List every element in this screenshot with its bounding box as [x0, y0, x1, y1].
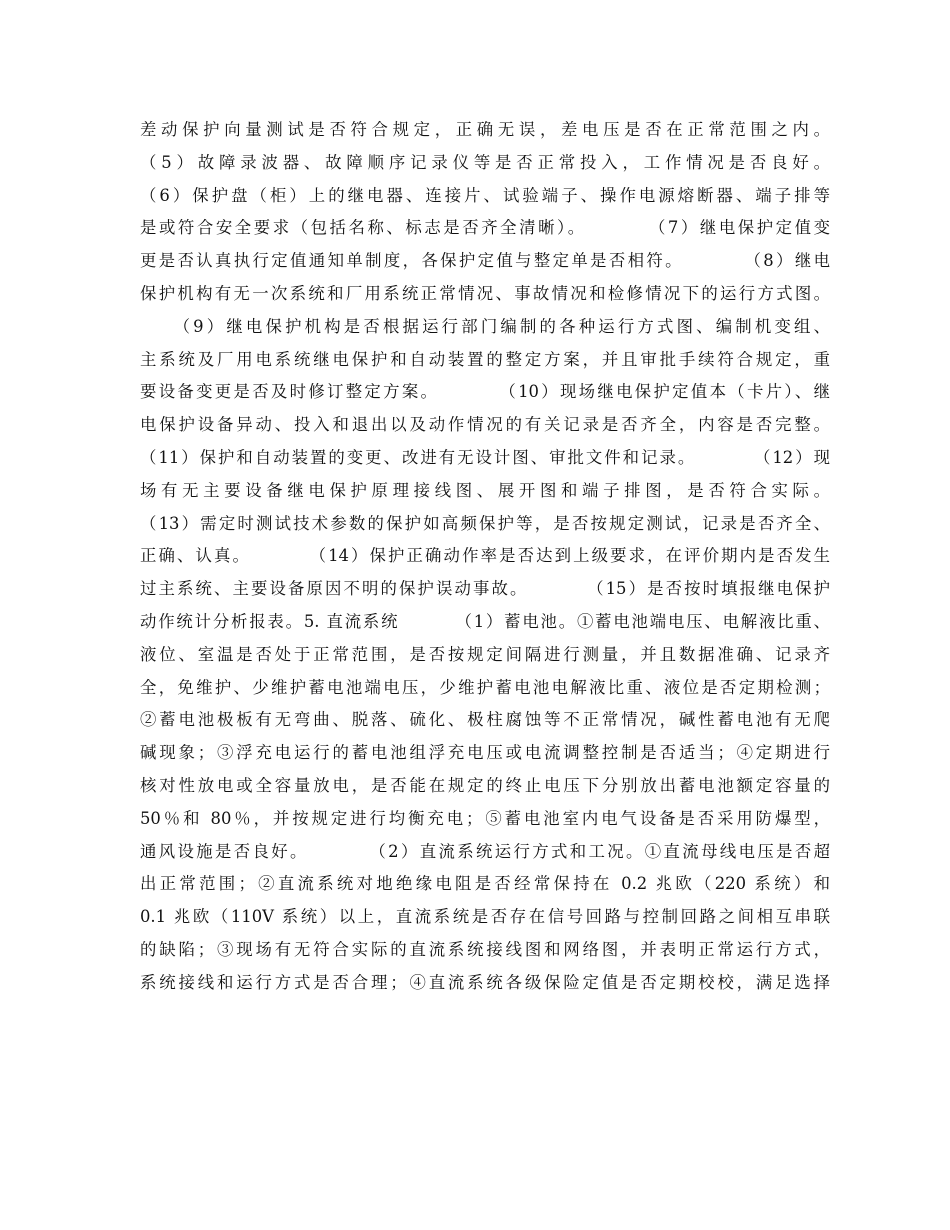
text-line: 差动保护向量测试是否符合规定，正确无误，差电压是否在正常范围之内。 — [140, 120, 830, 139]
text-line: ②蓄电池极板有无弯曲、脱落、硫化、极柱腐蚀等不正常情况，碱性蓄电池有无爬 — [140, 710, 830, 730]
text-line: 的缺陷；③现场有无符合实际的直流系统接线图和网络图，并表明正常运行方式， — [140, 939, 830, 959]
text-line: 50％和 80％，并按规定进行均衡充电；⑤蓄电池室内电气设备是否采用防爆型， — [140, 808, 830, 828]
text-line: 液位、室温是否处于正常范围，是否按规定间隔进行测量，并且数据准确、记录齐 — [140, 644, 830, 664]
text-line: （13）需定时测试技术参数的保护如高频保护等，是否按规定测试，记录是否齐全、 — [140, 513, 830, 533]
text-line: 动作统计分析报表。5. 直流系统 （1）蓄电池。①蓄电池端电压、电解液比重、 — [140, 611, 830, 631]
text-line: 全，免维护、少维护蓄电池端电压，少维护蓄电池电解液比重、液位是否定期检测； — [140, 677, 830, 697]
text-line: 过主系统、主要设备原因不明的保护误动事故。 （15）是否按时填报继电保护 — [140, 579, 830, 599]
text-line: （6）保护盘（柜）上的继电器、连接片、试验端子、操作电源熔断器、端子排等 — [140, 185, 830, 205]
text-line: 系统接线和运行方式是否合理；④直流系统各级保险定值是否定期校校，满足选择 — [140, 972, 830, 992]
text-line: （9）继电保护机构是否根据运行部门编制的各种运行方式图、编制机变组、 — [140, 316, 830, 336]
text-line: 正确、认真。 （14）保护正确动作率是否达到上级要求，在评价期内是否发生 — [140, 546, 830, 566]
text-line: 电保护设备异动、投入和退出以及动作情况的有关记录是否齐全，内容是否完整。 — [140, 415, 830, 435]
body-text — [140, 114, 830, 1000]
text-line: 出正常范围；②直流系统对地绝缘电阻是否经常保持在 0.2 兆欧（220 系统）和 — [140, 874, 830, 894]
text-line: 要设备变更是否及时修订整定方案。 （10）现场继电保护定值本（卡片）、继 — [140, 382, 830, 402]
text-line: （11）保护和自动装置的变更、改进有无设计图、审批文件和记录。 （12）现 — [140, 447, 830, 467]
text-line: 更是否认真执行定值通知单制度，各保护定值与整定单是否相符。 （8）继电 — [140, 251, 830, 271]
text-line: 核对性放电或全容量放电，是否能在规定的终止电压下分别放出蓄电池额定容量的 — [140, 775, 830, 795]
text-line: 场有无主要设备继电保护原理接线图、展开图和端子排图，是否符合实际。 — [140, 480, 830, 500]
text-line: 是或符合安全要求（包括名称、标志是否齐全清晰）。 （7）继电保护定值变 — [140, 218, 830, 238]
text-line: 碱现象；③浮充电运行的蓄电池组浮充电压或电流调整控制是否适当；④定期进行 — [140, 743, 830, 763]
text-line: （5）故障录波器、故障顺序记录仪等是否正常投入，工作情况是否良好。 — [140, 152, 830, 172]
text-line: 主系统及厂用电系统继电保护和自动装置的整定方案，并且审批手续符合规定，重 — [140, 349, 830, 369]
text-line: 保护机构有无一次系统和厂用系统正常情况、事故情况和检修情况下的运行方式图。 — [140, 283, 830, 303]
text-line: 0.1 兆欧（110V 系统）以上，直流系统是否存在信号回路与控制回路之间相互串联 — [140, 907, 830, 927]
text-line: 通风设施是否良好。 （2）直流系统运行方式和工况。①直流母线电压是否超 — [140, 841, 830, 861]
